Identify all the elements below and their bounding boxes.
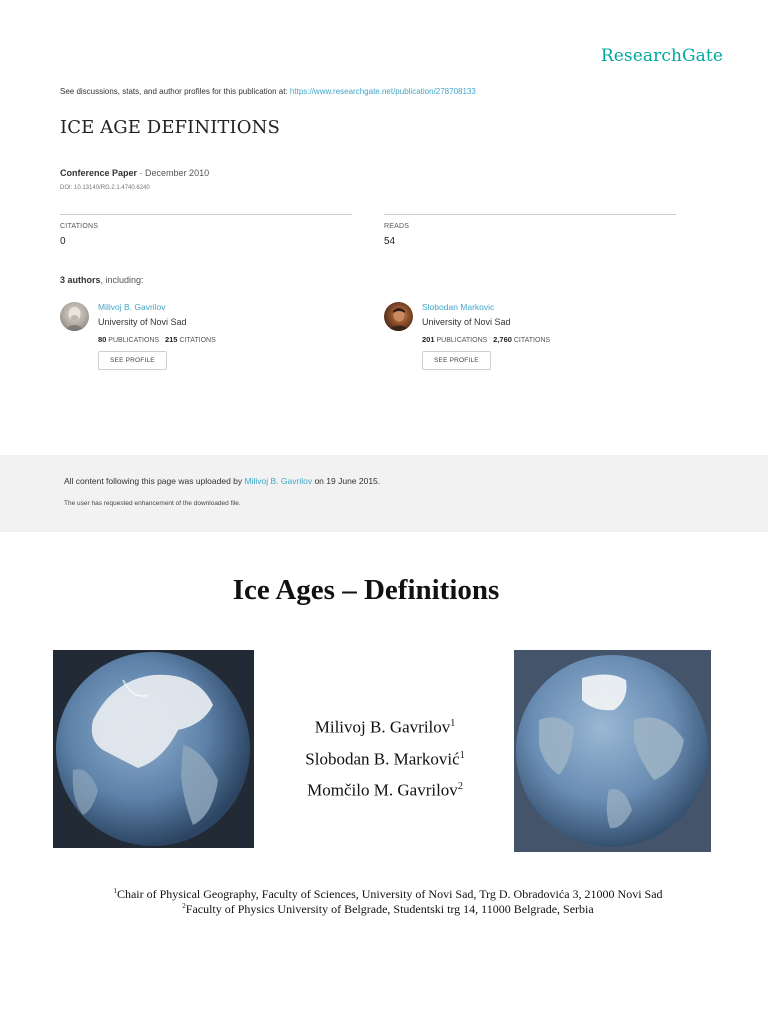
author-names-block xyxy=(270,710,500,805)
author-stats xyxy=(422,335,550,344)
author-name-line: Momčilo M. Gavrilov$^2$ xyxy=(307,780,463,800)
publication-doi: DOI: 10.13140/RG.2.1.4740.6240 xyxy=(60,185,150,191)
publication-link[interactable]: https://www.researchgate.net/publication/278708133 xyxy=(289,87,476,96)
ice-age-globe-image-right xyxy=(514,650,711,852)
ice-age-globe-image-left xyxy=(53,650,254,848)
author-name-line: Slobodan B. Marković$^1$ xyxy=(305,749,465,769)
avatar[interactable] xyxy=(60,302,89,331)
reads-stat xyxy=(384,214,676,247)
author-publications-count: 201 xyxy=(422,335,435,344)
author-publications-label: PUBLICATIONS xyxy=(436,337,488,344)
author-name-link[interactable]: Milivoj B. Gavrilov xyxy=(98,302,166,312)
author-institution: University of Novi Sad xyxy=(98,317,187,327)
publication-title: ICE AGE DEFINITIONS xyxy=(60,117,280,138)
authors-suffix: , including: xyxy=(100,275,144,285)
see-profile-button[interactable]: SEE PROFILE xyxy=(98,351,167,370)
discussion-text: See discussions, stats, and author profiles for this publication at: xyxy=(60,87,288,96)
upload-line xyxy=(64,476,380,486)
publication-type: Conference Paper xyxy=(60,168,138,178)
author-citations-label: CITATIONS xyxy=(179,337,216,344)
author-publications-count: 80 xyxy=(98,335,107,344)
person-icon xyxy=(60,302,89,331)
citations-value: 0 xyxy=(60,236,66,247)
uploader-link[interactable]: Milivoj B. Gavrilov xyxy=(244,476,313,486)
author-info xyxy=(422,302,550,370)
reads-label: READS xyxy=(384,223,410,230)
author-institution: University of Novi Sad xyxy=(422,317,511,327)
upload-info-band xyxy=(0,455,768,532)
upload-prefix: All content following this page was uploaded by xyxy=(64,476,243,486)
affiliation-line-2: $^2$Faculty of Physics University of Belgrade, Studentski trg 14, 11000 Belgrade, Serbia xyxy=(182,902,594,916)
citations-stat xyxy=(60,214,352,247)
author-citations-count: 2,760 xyxy=(493,335,512,344)
author-name-link[interactable]: Slobodan Markovic xyxy=(422,302,495,312)
author-info xyxy=(98,302,216,370)
author-name-line: Milivoj B. Gavrilov$^1$ xyxy=(314,717,456,737)
see-profile-button[interactable]: SEE PROFILE xyxy=(422,351,491,370)
citations-label: CITATIONS xyxy=(60,223,99,230)
avatar[interactable] xyxy=(384,302,413,331)
researchgate-logo[interactable]: ResearchGate xyxy=(600,46,723,66)
reads-value: 54 xyxy=(384,236,396,247)
document-title: Ice Ages – Definitions xyxy=(232,574,500,606)
upload-suffix: on 19 June 2015. xyxy=(314,476,381,486)
affiliation-line-1: $^1$Chair of Physical Geography, Faculty of Sciences, University of Novi Sad, Trg D. Obradovića 3, 21000 Novi Sad xyxy=(113,887,663,901)
authors-summary xyxy=(60,275,144,285)
author-citations-count: 215 xyxy=(164,335,178,344)
publication-type-line xyxy=(60,168,209,178)
publication-date: · December 2010 xyxy=(139,168,210,178)
author-stats xyxy=(98,335,216,344)
authors-count: 3 authors xyxy=(60,275,101,285)
person-icon xyxy=(384,302,413,331)
author-citations-label: CITATIONS xyxy=(513,337,551,344)
discussion-line xyxy=(60,87,476,96)
enhancement-note: The user has requested enhancement of the downloaded file. xyxy=(64,500,241,507)
author-publications-label: PUBLICATIONS xyxy=(108,337,160,344)
